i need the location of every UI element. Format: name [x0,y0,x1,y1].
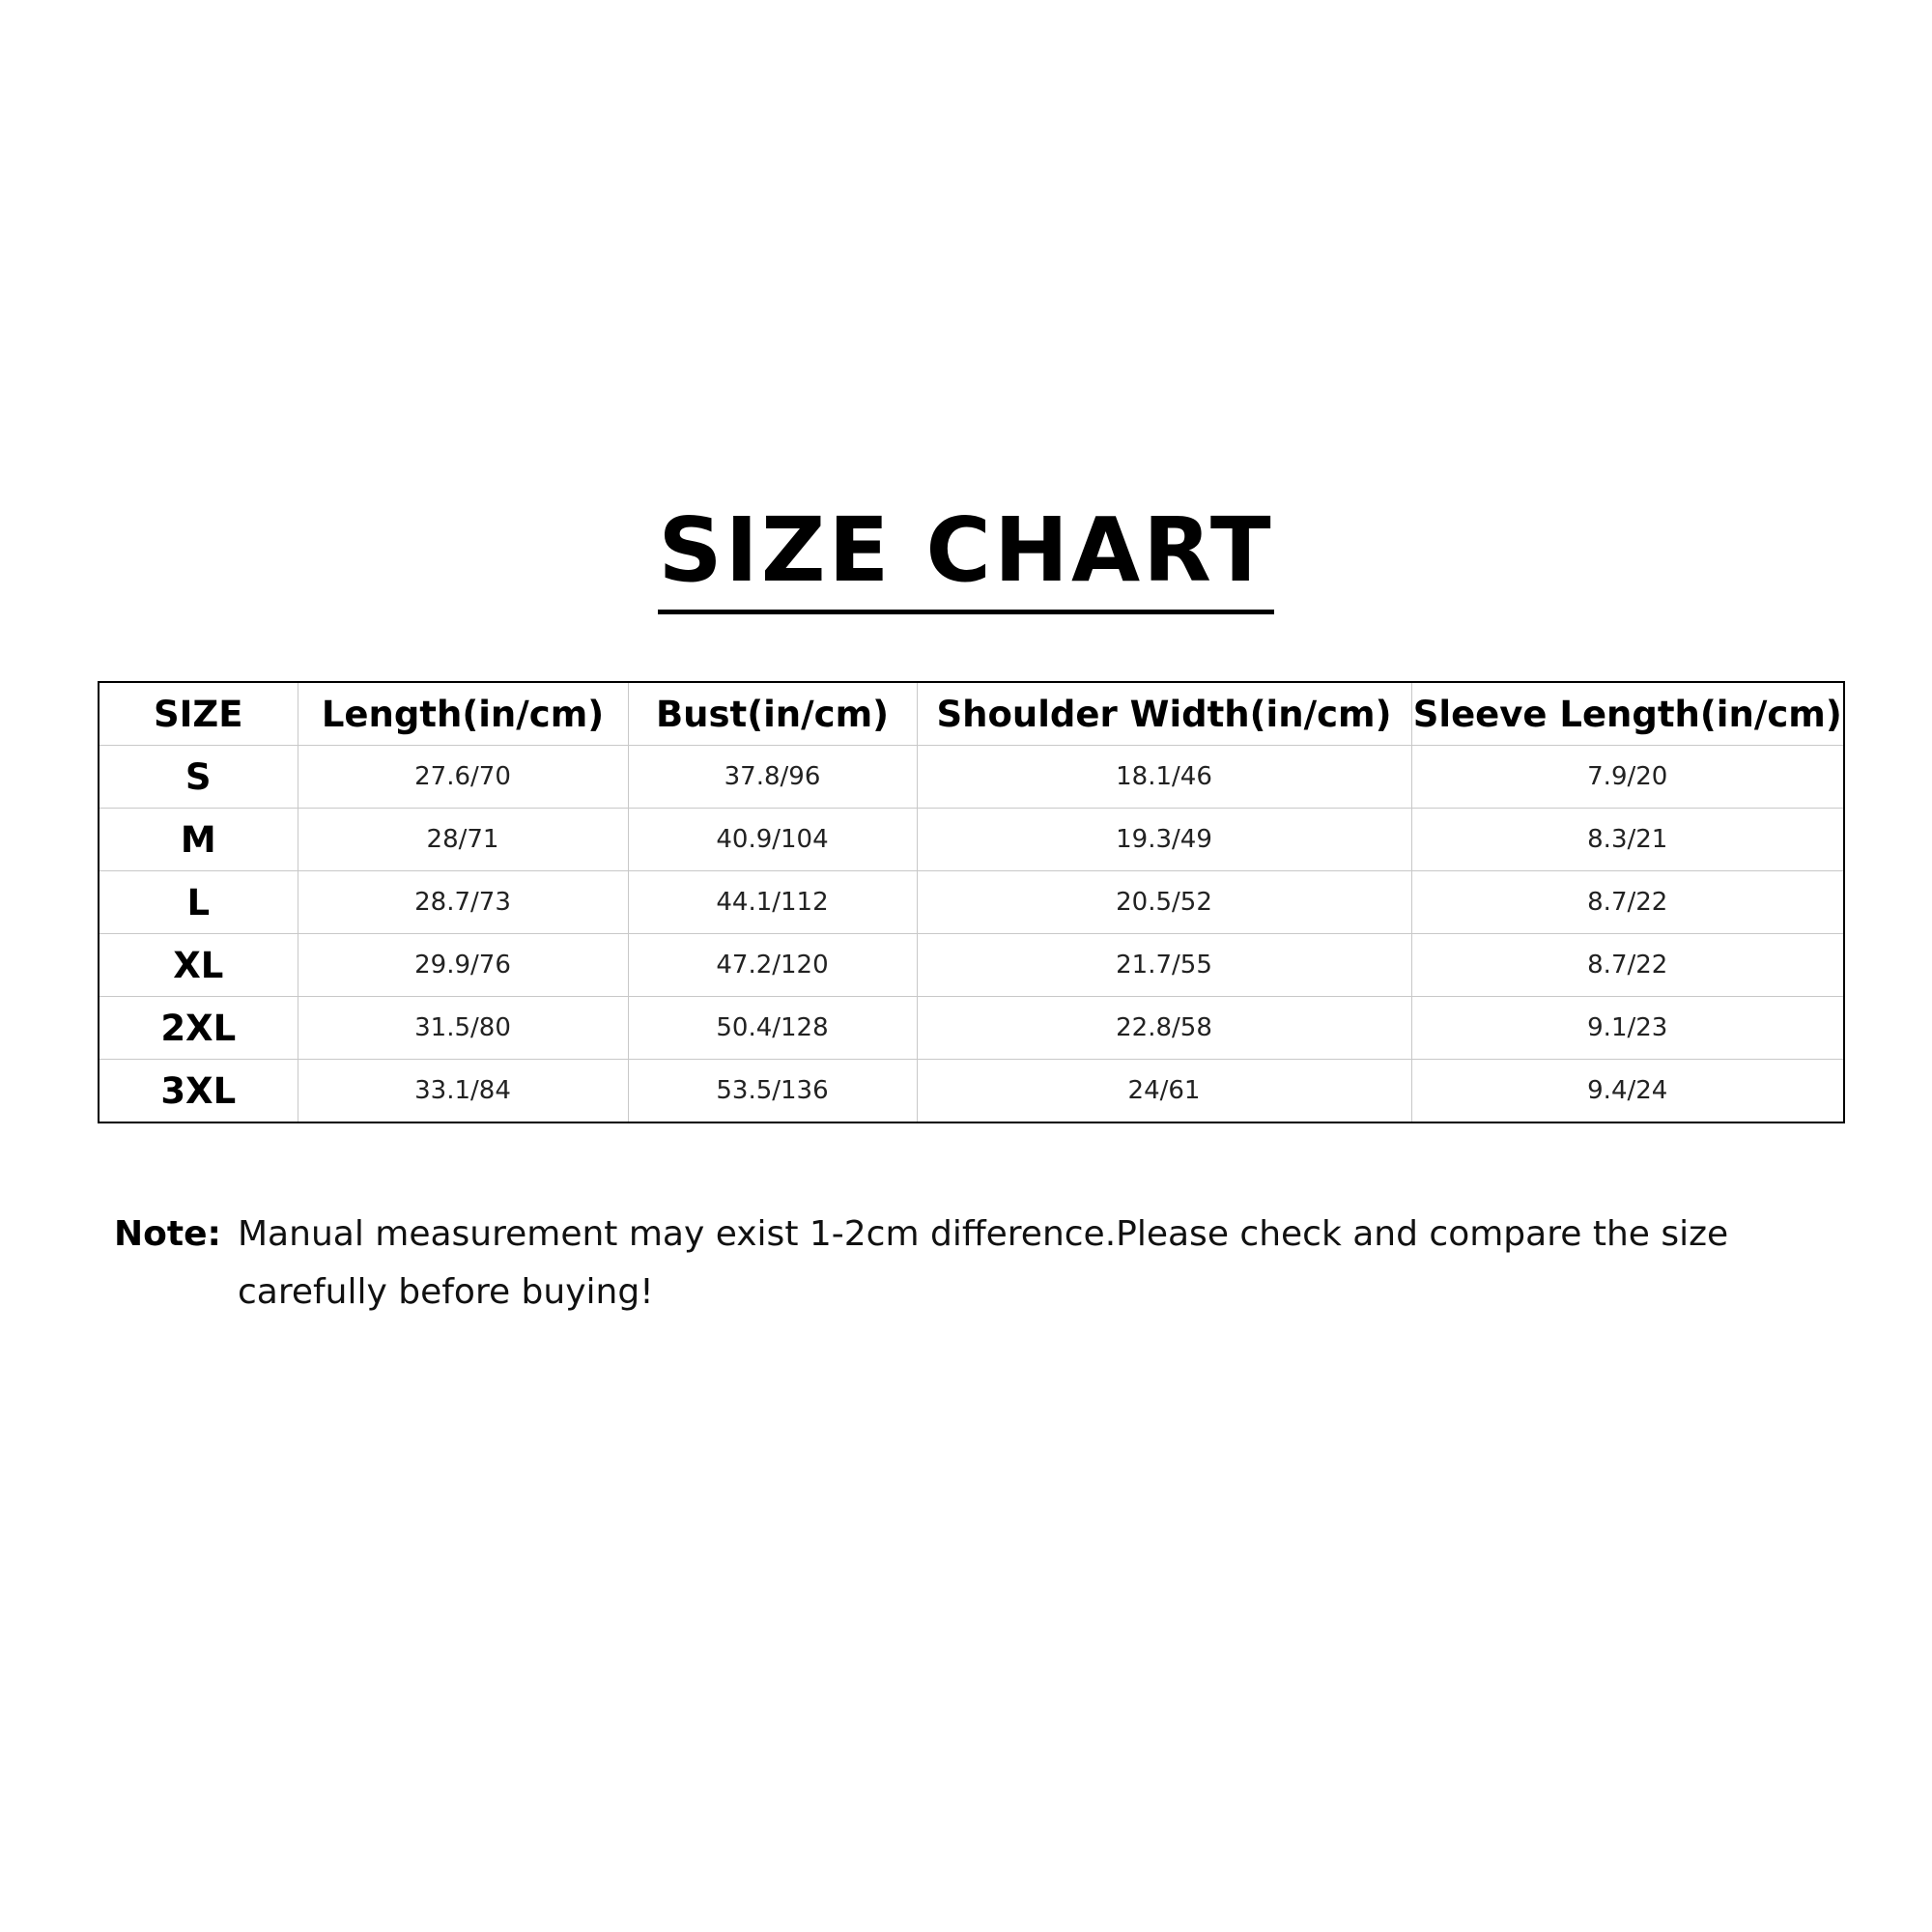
column-header-shoulder-width: Shoulder Width(in/cm) [917,682,1411,746]
size-label-cell: 3XL [99,1060,298,1123]
column-header-sleeve-length: Sleeve Length(in/cm) [1411,682,1844,746]
table-header-row [99,682,1844,746]
size-label-cell: XL [99,934,298,997]
table-row [99,746,1844,809]
note [114,1206,1833,1321]
bust-cell: 50.4/128 [628,997,917,1060]
size-label-cell: S [99,746,298,809]
bust-cell: 40.9/104 [628,809,917,871]
note-text: Manual measurement may exist 1-2cm difference.Please check and compare the size carefully before buying! [238,1214,1729,1312]
bust-cell: 37.8/96 [628,746,917,809]
length-cell: 27.6/70 [298,746,628,809]
shoulder-width-cell: 18.1/46 [917,746,1411,809]
length-cell: 28.7/73 [298,871,628,934]
shoulder-width-cell: 20.5/52 [917,871,1411,934]
column-header-length: Length(in/cm) [298,682,628,746]
table-row [99,871,1844,934]
bust-cell: 53.5/136 [628,1060,917,1123]
length-cell: 33.1/84 [298,1060,628,1123]
sleeve-length-cell: 8.3/21 [1411,809,1844,871]
sleeve-length-cell: 9.1/23 [1411,997,1844,1060]
length-cell: 28/71 [298,809,628,871]
size-label-cell: 2XL [99,997,298,1060]
shoulder-width-cell: 24/61 [917,1060,1411,1123]
sleeve-length-cell: 8.7/22 [1411,934,1844,997]
table-row [99,934,1844,997]
column-header-bust: Bust(in/cm) [628,682,917,746]
length-cell: 29.9/76 [298,934,628,997]
size-label-cell: M [99,809,298,871]
column-header-size: SIZE [99,682,298,746]
table-row [99,1060,1844,1123]
sleeve-length-cell: 9.4/24 [1411,1060,1844,1123]
shoulder-width-cell: 21.7/55 [917,934,1411,997]
size-table [98,681,1845,1123]
bust-cell: 44.1/112 [628,871,917,934]
title-text: SIZE CHART [658,497,1273,614]
table-row [99,997,1844,1060]
note-label: Note: [114,1214,221,1254]
shoulder-width-cell: 22.8/58 [917,997,1411,1060]
length-cell: 31.5/80 [298,997,628,1060]
size-label-cell: L [99,871,298,934]
sleeve-length-cell: 8.7/22 [1411,871,1844,934]
bust-cell: 47.2/120 [628,934,917,997]
page-title [0,497,1932,614]
sleeve-length-cell: 7.9/20 [1411,746,1844,809]
shoulder-width-cell: 19.3/49 [917,809,1411,871]
table-row [99,809,1844,871]
